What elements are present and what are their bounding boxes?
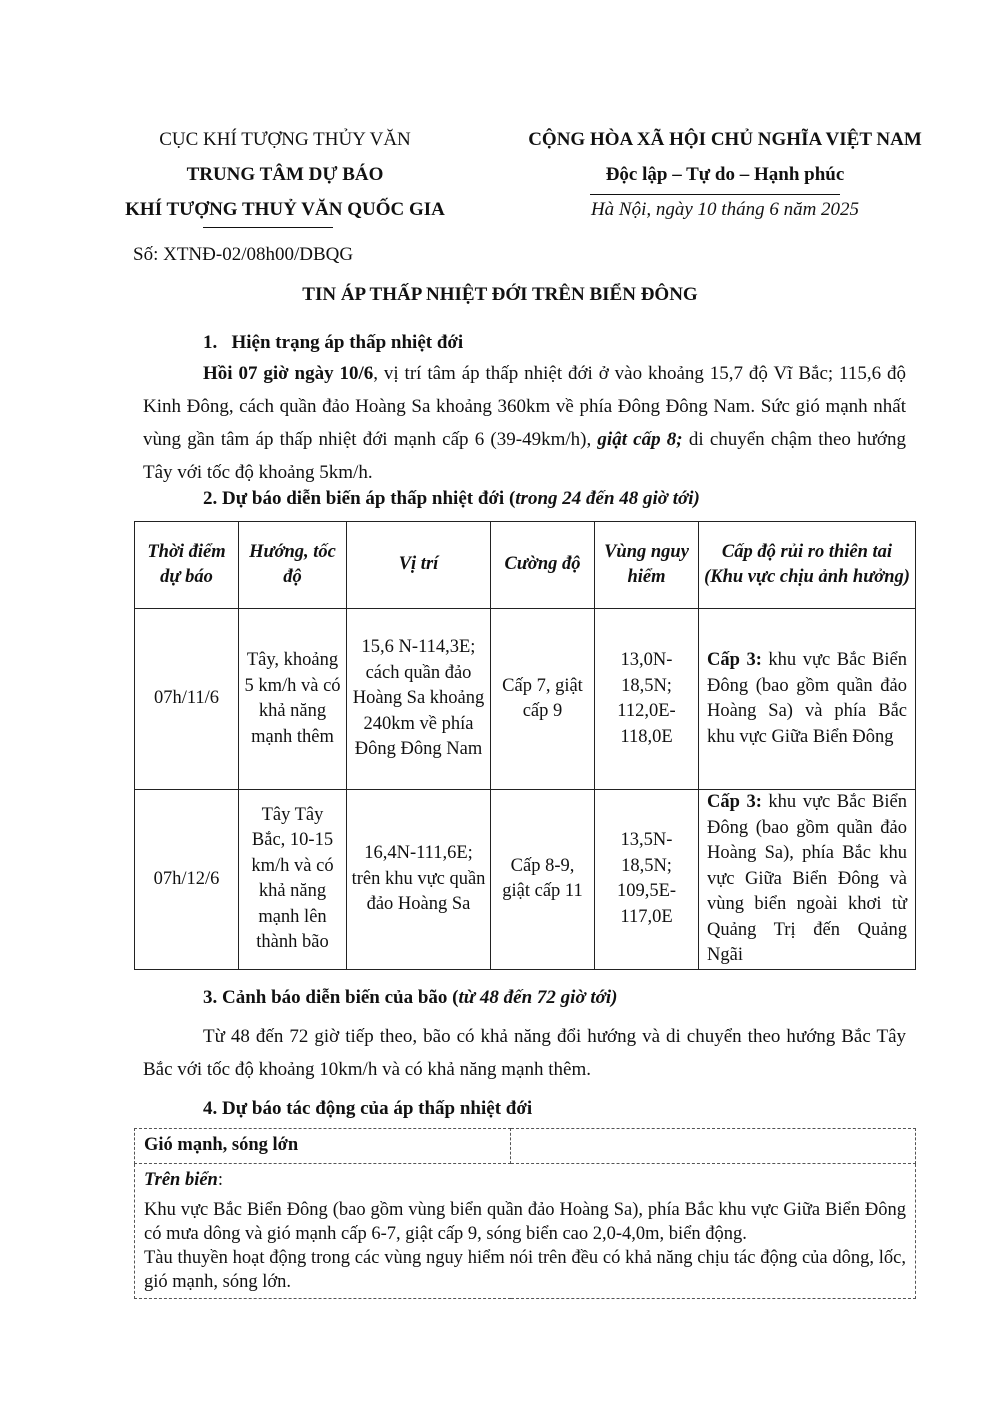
forecast-table bbox=[134, 521, 916, 970]
risk-level: Cấp 3: bbox=[707, 792, 762, 812]
risk-area: khu vực Bắc Biển Đông (bao gồm quần đảo Hoàng Sa), phía Bắc khu vực Giữa Biển Đông và vùng biển ngoài khơi từ Quảng Trị đến Quảng Ngãi bbox=[707, 792, 907, 965]
observation-text-b: di chuyển chậm theo hướng Tây với tốc độ khoảng 5km/h. bbox=[143, 429, 906, 483]
cell-intensity: Cấp 7, giật cấp 9 bbox=[491, 609, 595, 790]
wind-wave-label: Gió mạnh, sóng lớn bbox=[135, 1129, 511, 1164]
cell-intensity: Cấp 8-9, giật cấp 11 bbox=[491, 790, 595, 970]
date-line: Hà Nội, ngày 10 tháng 6 năm 2025 bbox=[590, 199, 860, 220]
impact-empty-cell bbox=[511, 1129, 916, 1164]
impact-body-row bbox=[135, 1164, 916, 1299]
doc-number: Số: XTNĐ-02/08h00/DBQG bbox=[133, 244, 354, 265]
forecast-header-row bbox=[135, 522, 916, 609]
nation-block bbox=[488, 126, 962, 231]
cell-time: 07h/12/6 bbox=[135, 790, 239, 970]
col-header-time: Thời điểm dự báo bbox=[135, 522, 239, 609]
risk-area: khu vực Bắc Biển Đông (bao gồm quần đảo Hoàng Sa) và phía Bắc khu vực Giữa Biển Đông bbox=[707, 650, 907, 747]
risk-level: Cấp 3: bbox=[707, 650, 762, 670]
section-1-title: Hiện trạng áp thấp nhiệt đới bbox=[231, 332, 464, 353]
at-sea-text-2: Tàu thuyền hoạt động trong các vùng nguy hiểm nói trên đều có khả năng chịu tác động của dông, lốc, gió mạnh, sóng lớn. bbox=[144, 1248, 906, 1292]
cell-risk bbox=[699, 609, 916, 790]
section-2-title: 2. Dự báo diễn biến áp thấp nhiệt đới ( bbox=[203, 488, 516, 509]
cell-danger-zone: 13,0N-18,5N; 112,0E-118,0E bbox=[595, 609, 699, 790]
nation-title: CỘNG HÒA XÃ HỘI CHỦ NGHĨA VIỆT NAM bbox=[528, 129, 922, 150]
section-3-period: từ 48 đến 72 giờ tới) bbox=[458, 987, 618, 1008]
table-row bbox=[135, 790, 916, 970]
section-4-heading: 4. Dự báo tác động của áp thấp nhiệt đới bbox=[203, 1098, 533, 1119]
document-title: TIN ÁP THẤP NHIỆT ĐỚI TRÊN BIỂN ĐÔNG bbox=[302, 284, 698, 305]
table-row bbox=[135, 609, 916, 790]
agency-line-3: KHÍ TƯỢNG THUỶ VĂN QUỐC GIA bbox=[125, 199, 445, 220]
section-1-number: 1. bbox=[203, 332, 218, 353]
gust-level: giật cấp 8; bbox=[597, 429, 683, 450]
section-3-heading bbox=[203, 987, 617, 1009]
motto-underline bbox=[590, 194, 840, 195]
at-sea-label: Trên biển bbox=[144, 1170, 218, 1190]
cell-risk bbox=[699, 790, 916, 970]
col-header-direction: Hướng, tốc độ bbox=[239, 522, 347, 609]
section-2-heading bbox=[203, 488, 700, 510]
agency-line-1: CỤC KHÍ TƯỢNG THỦY VĂN bbox=[159, 129, 411, 150]
agency-line-2: TRUNG TÂM DỰ BÁO bbox=[186, 164, 384, 185]
cell-time: 07h/11/6 bbox=[135, 609, 239, 790]
cell-direction: Tây Tây Bắc, 10-15 km/h và có khả năng mạnh lên thành bão bbox=[239, 790, 347, 970]
cell-danger-zone: 13,5N-18,5N; 109,5E-117,0E bbox=[595, 790, 699, 970]
observation-time: Hồi 07 giờ ngày 10/6 bbox=[203, 363, 374, 384]
section-3-text: Từ 48 đến 72 giờ tiếp theo, bão có khả năng đổi hướng và di chuyển theo hướng Bắc Tây Bắc với tốc độ khoảng 10km/h và có khả năng mạnh thêm. bbox=[143, 1026, 906, 1080]
section-3-paragraph bbox=[143, 1020, 906, 1086]
motto: Độc lập – Tự do – Hạnh phúc bbox=[605, 164, 845, 185]
agency-block bbox=[70, 126, 500, 231]
section-2-period: trong 24 đến 48 giờ tới) bbox=[515, 488, 700, 509]
col-header-position: Vị trí bbox=[347, 522, 491, 609]
cell-position: 15,6 N-114,3E; cách quần đảo Hoàng Sa khoảng 240km về phía Đông Đông Nam bbox=[347, 609, 491, 790]
agency-underline bbox=[203, 227, 333, 228]
at-sea-text-1: Khu vực Bắc Biển Đông (bao gồm vùng biển quần đảo Hoàng Sa), phía Bắc khu vực Giữa Biển Đông có mưa dông và gió mạnh cấp 6-7, giật cấp 9, sóng biển cao 2,0-4,0m, biển động. bbox=[144, 1200, 906, 1244]
cell-position: 16,4N-111,6E; trên khu vực quần đảo Hoàng Sa bbox=[347, 790, 491, 970]
col-header-risk: Cấp độ rủi ro thiên tai (Khu vực chịu ảnh hưởng) bbox=[699, 522, 916, 609]
col-header-intensity: Cường độ bbox=[491, 522, 595, 609]
col-header-danger-zone: Vùng nguy hiểm bbox=[595, 522, 699, 609]
impact-header-row bbox=[135, 1129, 916, 1164]
observation-text-a: , vị trí tâm áp thấp nhiệt đới ở vào khoảng 15,7 độ Vĩ Bắc; 115,6 độ Kinh Đông, cách quần đảo Hoàng Sa khoảng 360km về phía Đông Đông Nam. Sức gió mạnh nhất vùng gần tâm áp thấp nhiệt đới mạnh cấp 6 (39-49km/h), bbox=[143, 363, 906, 450]
cell-direction: Tây, khoảng 5 km/h và có khả năng mạnh thêm bbox=[239, 609, 347, 790]
section-1-paragraph bbox=[143, 357, 906, 489]
impact-table bbox=[134, 1128, 916, 1299]
section-1-heading bbox=[203, 332, 463, 354]
section-3-title: 3. Cảnh báo diễn biến của bão ( bbox=[203, 987, 459, 1008]
at-sea-colon: : bbox=[217, 1170, 223, 1190]
at-sea-cell bbox=[135, 1164, 916, 1299]
